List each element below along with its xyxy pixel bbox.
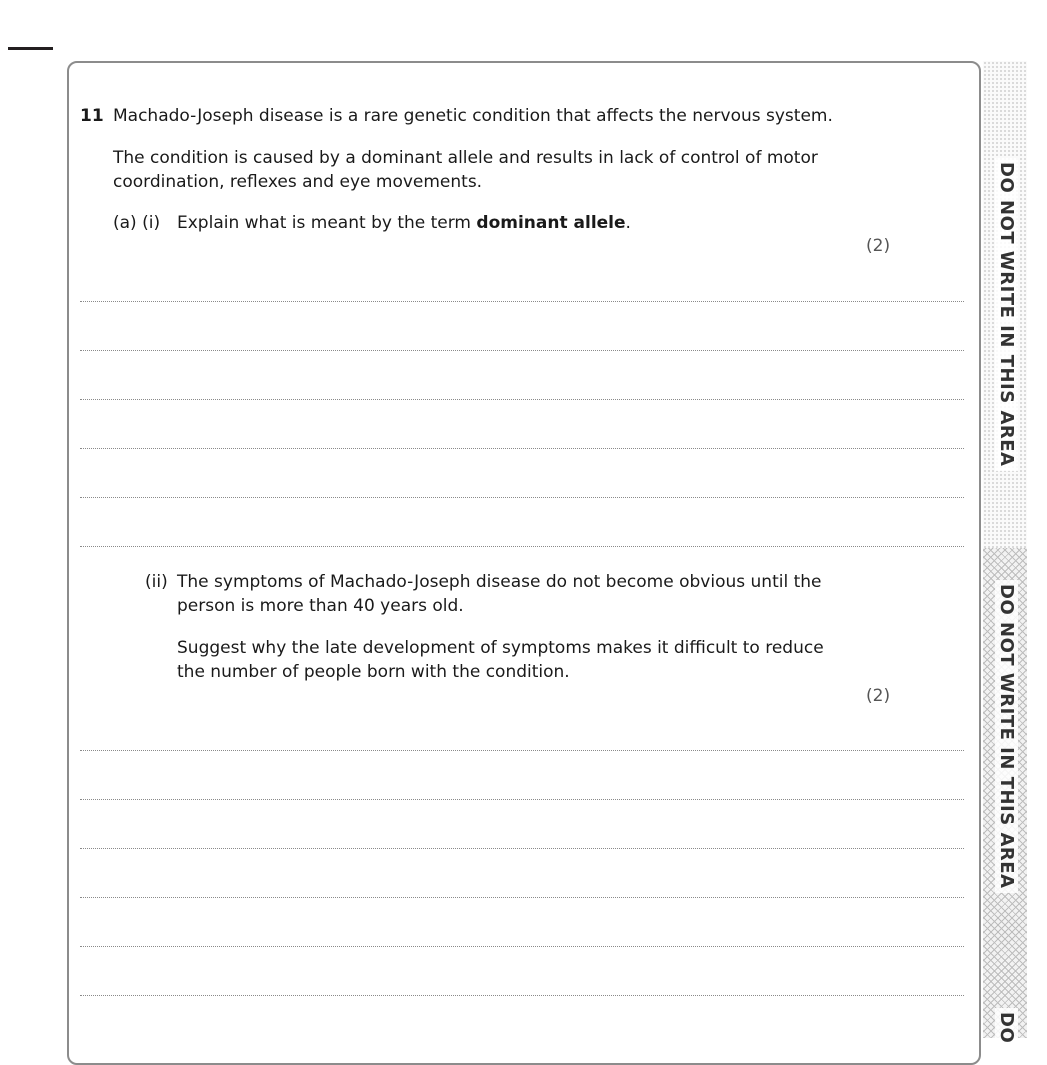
part-a-ii-line-1: The symptoms of Machado-Joseph disease do not become obvious until the <box>177 572 822 592</box>
part-a-ii-line-4: the number of people born with the condition. <box>177 662 570 682</box>
top-rule <box>8 47 53 50</box>
answer-line-a-ii-2[interactable] <box>80 799 964 800</box>
part-a-i-label: (a) (i) <box>113 213 161 233</box>
answer-line-a-i-2[interactable] <box>80 350 964 351</box>
part-a-i-prompt: Explain what is meant by the term dominant allele. <box>177 213 631 233</box>
answer-line-a-i-6[interactable] <box>80 546 964 547</box>
answer-line-a-i-1[interactable] <box>80 301 964 302</box>
margin-warning-1: DO NOT WRITE IN THIS AREA <box>995 158 1018 471</box>
question-intro: Machado-Joseph disease is a rare genetic condition that affects the nervous system. <box>113 106 833 126</box>
answer-line-a-ii-5[interactable] <box>80 946 964 947</box>
answer-line-a-ii-3[interactable] <box>80 848 964 849</box>
part-a-ii-label: (ii) <box>145 572 168 592</box>
answer-line-a-i-5[interactable] <box>80 497 964 498</box>
marks-a-i: (2) <box>866 236 891 256</box>
margin-warning-3: DO <box>995 1008 1018 1047</box>
part-a-ii-line-3: Suggest why the late development of symptoms makes it difficult to reduce <box>177 638 824 658</box>
answer-line-a-ii-6[interactable] <box>80 995 964 996</box>
marks-a-ii: (2) <box>866 686 891 706</box>
answer-line-a-ii-1[interactable] <box>80 750 964 751</box>
term-dominant-allele: dominant allele <box>476 213 626 233</box>
condition-line-2: coordination, reflexes and eye movements. <box>113 172 483 192</box>
margin-warning-2: DO NOT WRITE IN THIS AREA <box>995 580 1018 893</box>
answer-line-a-ii-4[interactable] <box>80 897 964 898</box>
answer-line-a-i-4[interactable] <box>80 448 964 449</box>
question-number: 11 <box>80 106 104 126</box>
condition-line-1: The condition is caused by a dominant allele and results in lack of control of motor <box>113 148 818 168</box>
part-a-ii-line-2: person is more than 40 years old. <box>177 596 464 616</box>
answer-line-a-i-3[interactable] <box>80 399 964 400</box>
